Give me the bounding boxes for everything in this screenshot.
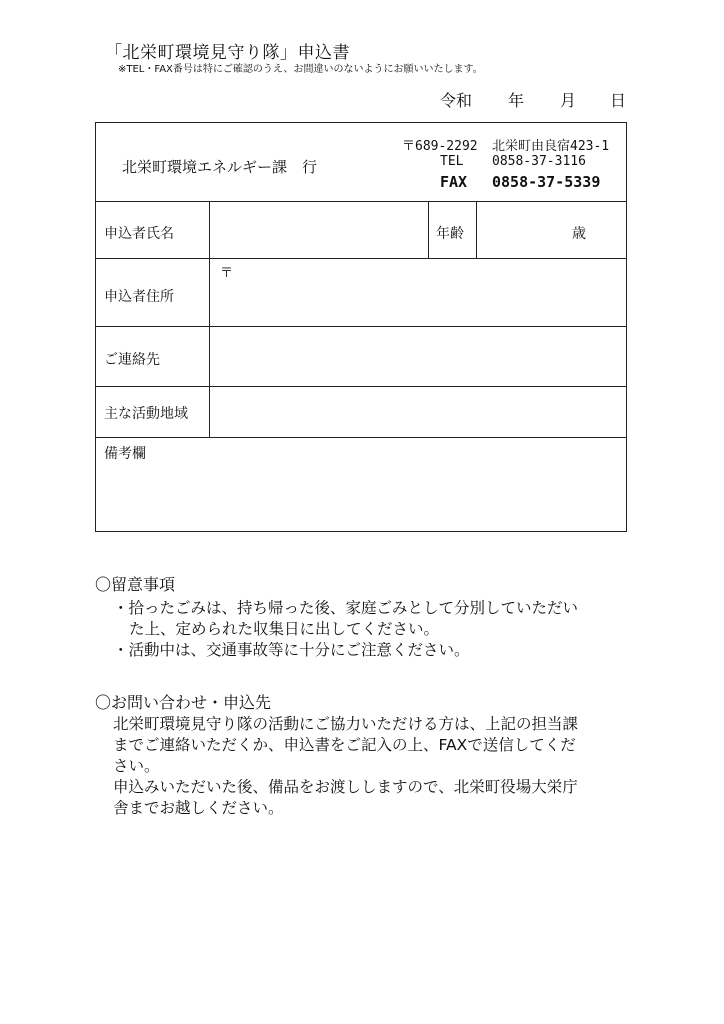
date-month: 月 (560, 91, 577, 110)
date-year: 年 (508, 91, 525, 110)
fax-label: FAX (440, 173, 468, 191)
label-address: 申込者住所 (104, 289, 174, 305)
remarks-field[interactable] (98, 463, 624, 527)
form-title: 「北栄町環境見守り隊」申込書 (105, 43, 350, 63)
label-remarks: 備考欄 (104, 446, 146, 462)
fax-number: 0858-37-5339 (492, 173, 601, 191)
area-field[interactable] (211, 388, 625, 436)
note-item-1: ・拾ったごみは、持ち帰った後、家庭ごみとして分別していただい (113, 599, 579, 617)
application-form (95, 122, 627, 532)
label-age: 年齢 (436, 226, 464, 242)
label-area: 主な活動地域 (104, 406, 188, 422)
office-address: 北栄町由良宿423-1 (492, 139, 610, 154)
inquiry-heading: 〇お問い合わせ・申込先 (95, 693, 272, 712)
age-field[interactable] (478, 203, 624, 257)
tel-number: 0858-37-3116 (492, 154, 586, 169)
tel-label: TEL (440, 154, 464, 169)
note-item-1-cont: た上、定められた収集日に出してください。 (129, 620, 440, 638)
inquiry-line-5: 舎までお越しください。 (113, 799, 284, 817)
phone-field[interactable] (211, 328, 625, 384)
label-phone: ご連絡先 (104, 352, 160, 368)
inquiry-line-3: さい。 (113, 757, 160, 775)
date-era: 令和 (440, 91, 473, 110)
name-field[interactable] (211, 203, 427, 257)
contact-note: ※TEL・FAX番号は特にご確認のうえ、お間違いのないようにお願いいたします。 (118, 64, 483, 75)
recipient: 北栄町環境エネルギー課 行 (122, 158, 318, 176)
inquiry-line-1: 北栄町環境見守り隊の活動にご協力いただける方は、上記の担当課 (113, 715, 579, 733)
age-unit: 歳 (572, 226, 586, 242)
postal-code: 〒689-2292 (402, 139, 478, 154)
inquiry-line-2: までご連絡いただくか、申込書をご記入の上、FAXで送信してくだ (113, 736, 576, 754)
notes-heading: 〇留意事項 (95, 575, 176, 594)
inquiry-line-4: 申込みいただいた後、備品をお渡ししますので、北栄町役場大栄庁 (113, 778, 578, 796)
postal-mark: 〒 (220, 266, 234, 281)
date-day: 日 (610, 91, 627, 110)
label-name: 申込者氏名 (104, 226, 174, 242)
address-field[interactable] (211, 260, 625, 324)
note-item-2: ・活動中は、交通事故等に十分にご注意ください。 (113, 641, 470, 659)
